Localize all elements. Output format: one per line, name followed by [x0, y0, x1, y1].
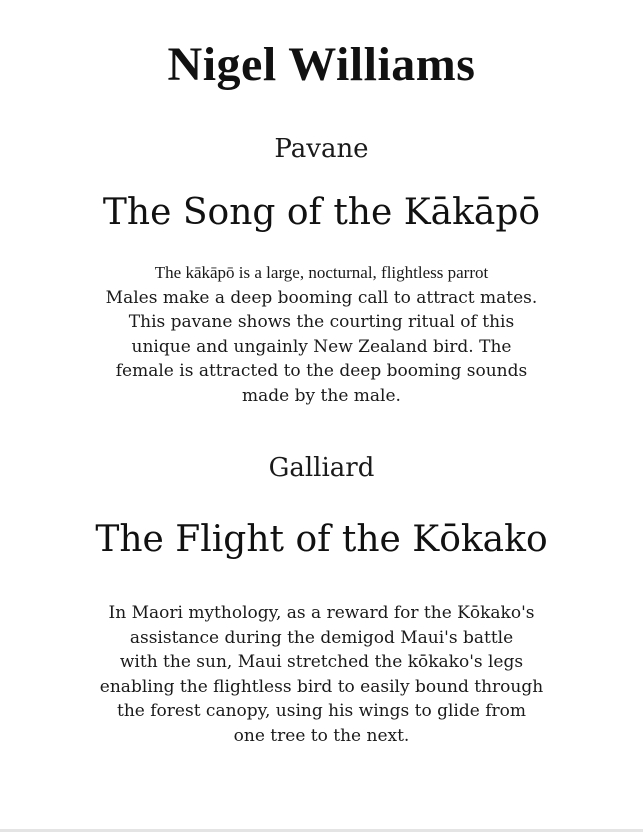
description-line: The kākāpō is a large, nocturnal, flightless parrot — [154, 263, 489, 282]
description-line: unique and ungainly New Zealand bird. The — [131, 336, 512, 357]
description-kokako — [0, 601, 643, 749]
movement-label-galliard: Galliard — [268, 453, 375, 483]
description-line: Males make a deep booming call to attract mates. — [105, 287, 538, 308]
description-line: one tree to the next. — [233, 725, 410, 746]
description-line: female is attracted to the deep booming sounds — [115, 361, 528, 382]
description-kakapo — [0, 261, 643, 409]
composer-name: Nigel Williams — [167, 38, 476, 91]
description-line: assistance during the demigod Maui's battle — [129, 627, 514, 648]
description-line: This pavane shows the courting ritual of this — [128, 312, 515, 333]
description-line: with the sun, Maui stretched the kōkako's legs — [119, 652, 524, 673]
piece-title-kokako: The Flight of the Kōkako — [95, 519, 548, 560]
description-line: In Maori mythology, as a reward for the Kōkako's — [108, 603, 535, 623]
piece-title-kakapo: The Song of the Kākāpō — [102, 192, 541, 233]
description-line: the forest canopy, using his wings to glide from — [117, 701, 526, 722]
description-line: made by the male. — [242, 385, 401, 406]
movement-label-pavane: Pavane — [274, 134, 369, 164]
description-line: enabling the flightless bird to easily bound through — [99, 676, 544, 697]
